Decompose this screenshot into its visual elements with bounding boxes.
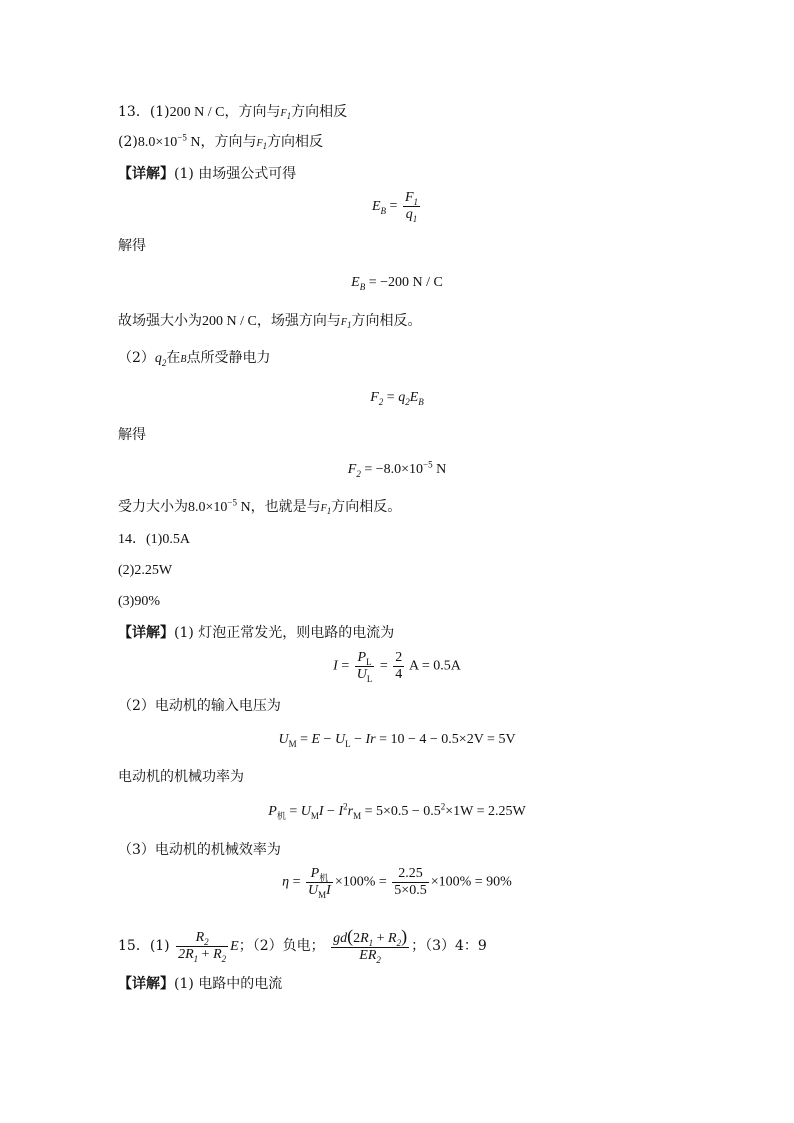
q14-answer-3: (3)90% <box>118 594 160 609</box>
q14-answer-2: (2)2.25W <box>118 563 173 578</box>
q14-eq-voltage: $U_M = E - U_L - Ir = 10 - 4 - 0.5\times 2V = 5V$ <box>278 732 516 749</box>
q14-detail-1: 【详解】(1) 灯泡正常发光，则电路的电流为 <box>118 625 395 641</box>
q13-detail-1: 【详解】(1) 由场强公式可得 <box>118 166 297 182</box>
q15-detail-1: 【详解】(1) 电路中的电流 <box>118 976 283 992</box>
q14-part-3: （3）电动机的机械效率为 <box>118 842 281 858</box>
q13-answer-1: 13．(1)200 N / C，方向与$F_1$方向相反 <box>118 104 348 121</box>
q13-eq-field-value: $E_B = -200$ N / C <box>351 275 443 292</box>
q14-eq-efficiency: η = $\frac{P_机}{U_MI}$ ×100% = $\frac{2.25}{5\times 0.5}$ ×100% = 90% <box>282 866 512 900</box>
q13-eq-force-value: $F_2 = -8.0\times 10^{-5}$ N <box>347 459 447 479</box>
q13-conclusion-2: 受力大小为$8.0\times 10^{-5}$ N，也就是与$F_1$方向相反。 <box>118 497 402 516</box>
q14-answer-1: 14．(1)0.5A <box>118 532 190 547</box>
q14-part-mech: 电动机的机械功率为 <box>118 769 244 785</box>
q13-eq-force-formula: $F_2 = q_2E_B$ <box>370 390 424 407</box>
q13-solve-2: 解得 <box>118 427 146 443</box>
q13-answer-2: $(2)8.0\times 10^{-5}$ N，方向与$F_1$方向相反 <box>118 132 324 151</box>
q13-part-2: $(2)q_2$在B点所受静电力 <box>118 350 271 368</box>
q14-eq-current: I = $\frac{P_L}{U_L}$ = $\frac{2}{4}$ A = 0.5A <box>333 650 461 684</box>
q14-part-2: （2）电动机的输入电压为 <box>118 698 281 714</box>
q15-answers: 15．(1) $\frac{R_2}{2R_1 + R_2}$ E；（2）负电； $\frac{gd(2R_1 + R_2)}{ER_2}$ ；（3）4：9 <box>118 926 487 965</box>
q13-eq-field-formula: $E_B$ = $\frac{F_1}{q_1}$ <box>371 190 419 224</box>
q14-eq-power: $P_机 = U_MI - I^2r_M = 5\times 0.5 - 0.5^2\times 1W = 2.25W$ <box>268 801 526 821</box>
q13-solve-1: 解得 <box>118 238 146 254</box>
q13-conclusion-1: 故场强大小为200 N / C，场强方向与$F_1$方向相反。 <box>118 313 422 330</box>
